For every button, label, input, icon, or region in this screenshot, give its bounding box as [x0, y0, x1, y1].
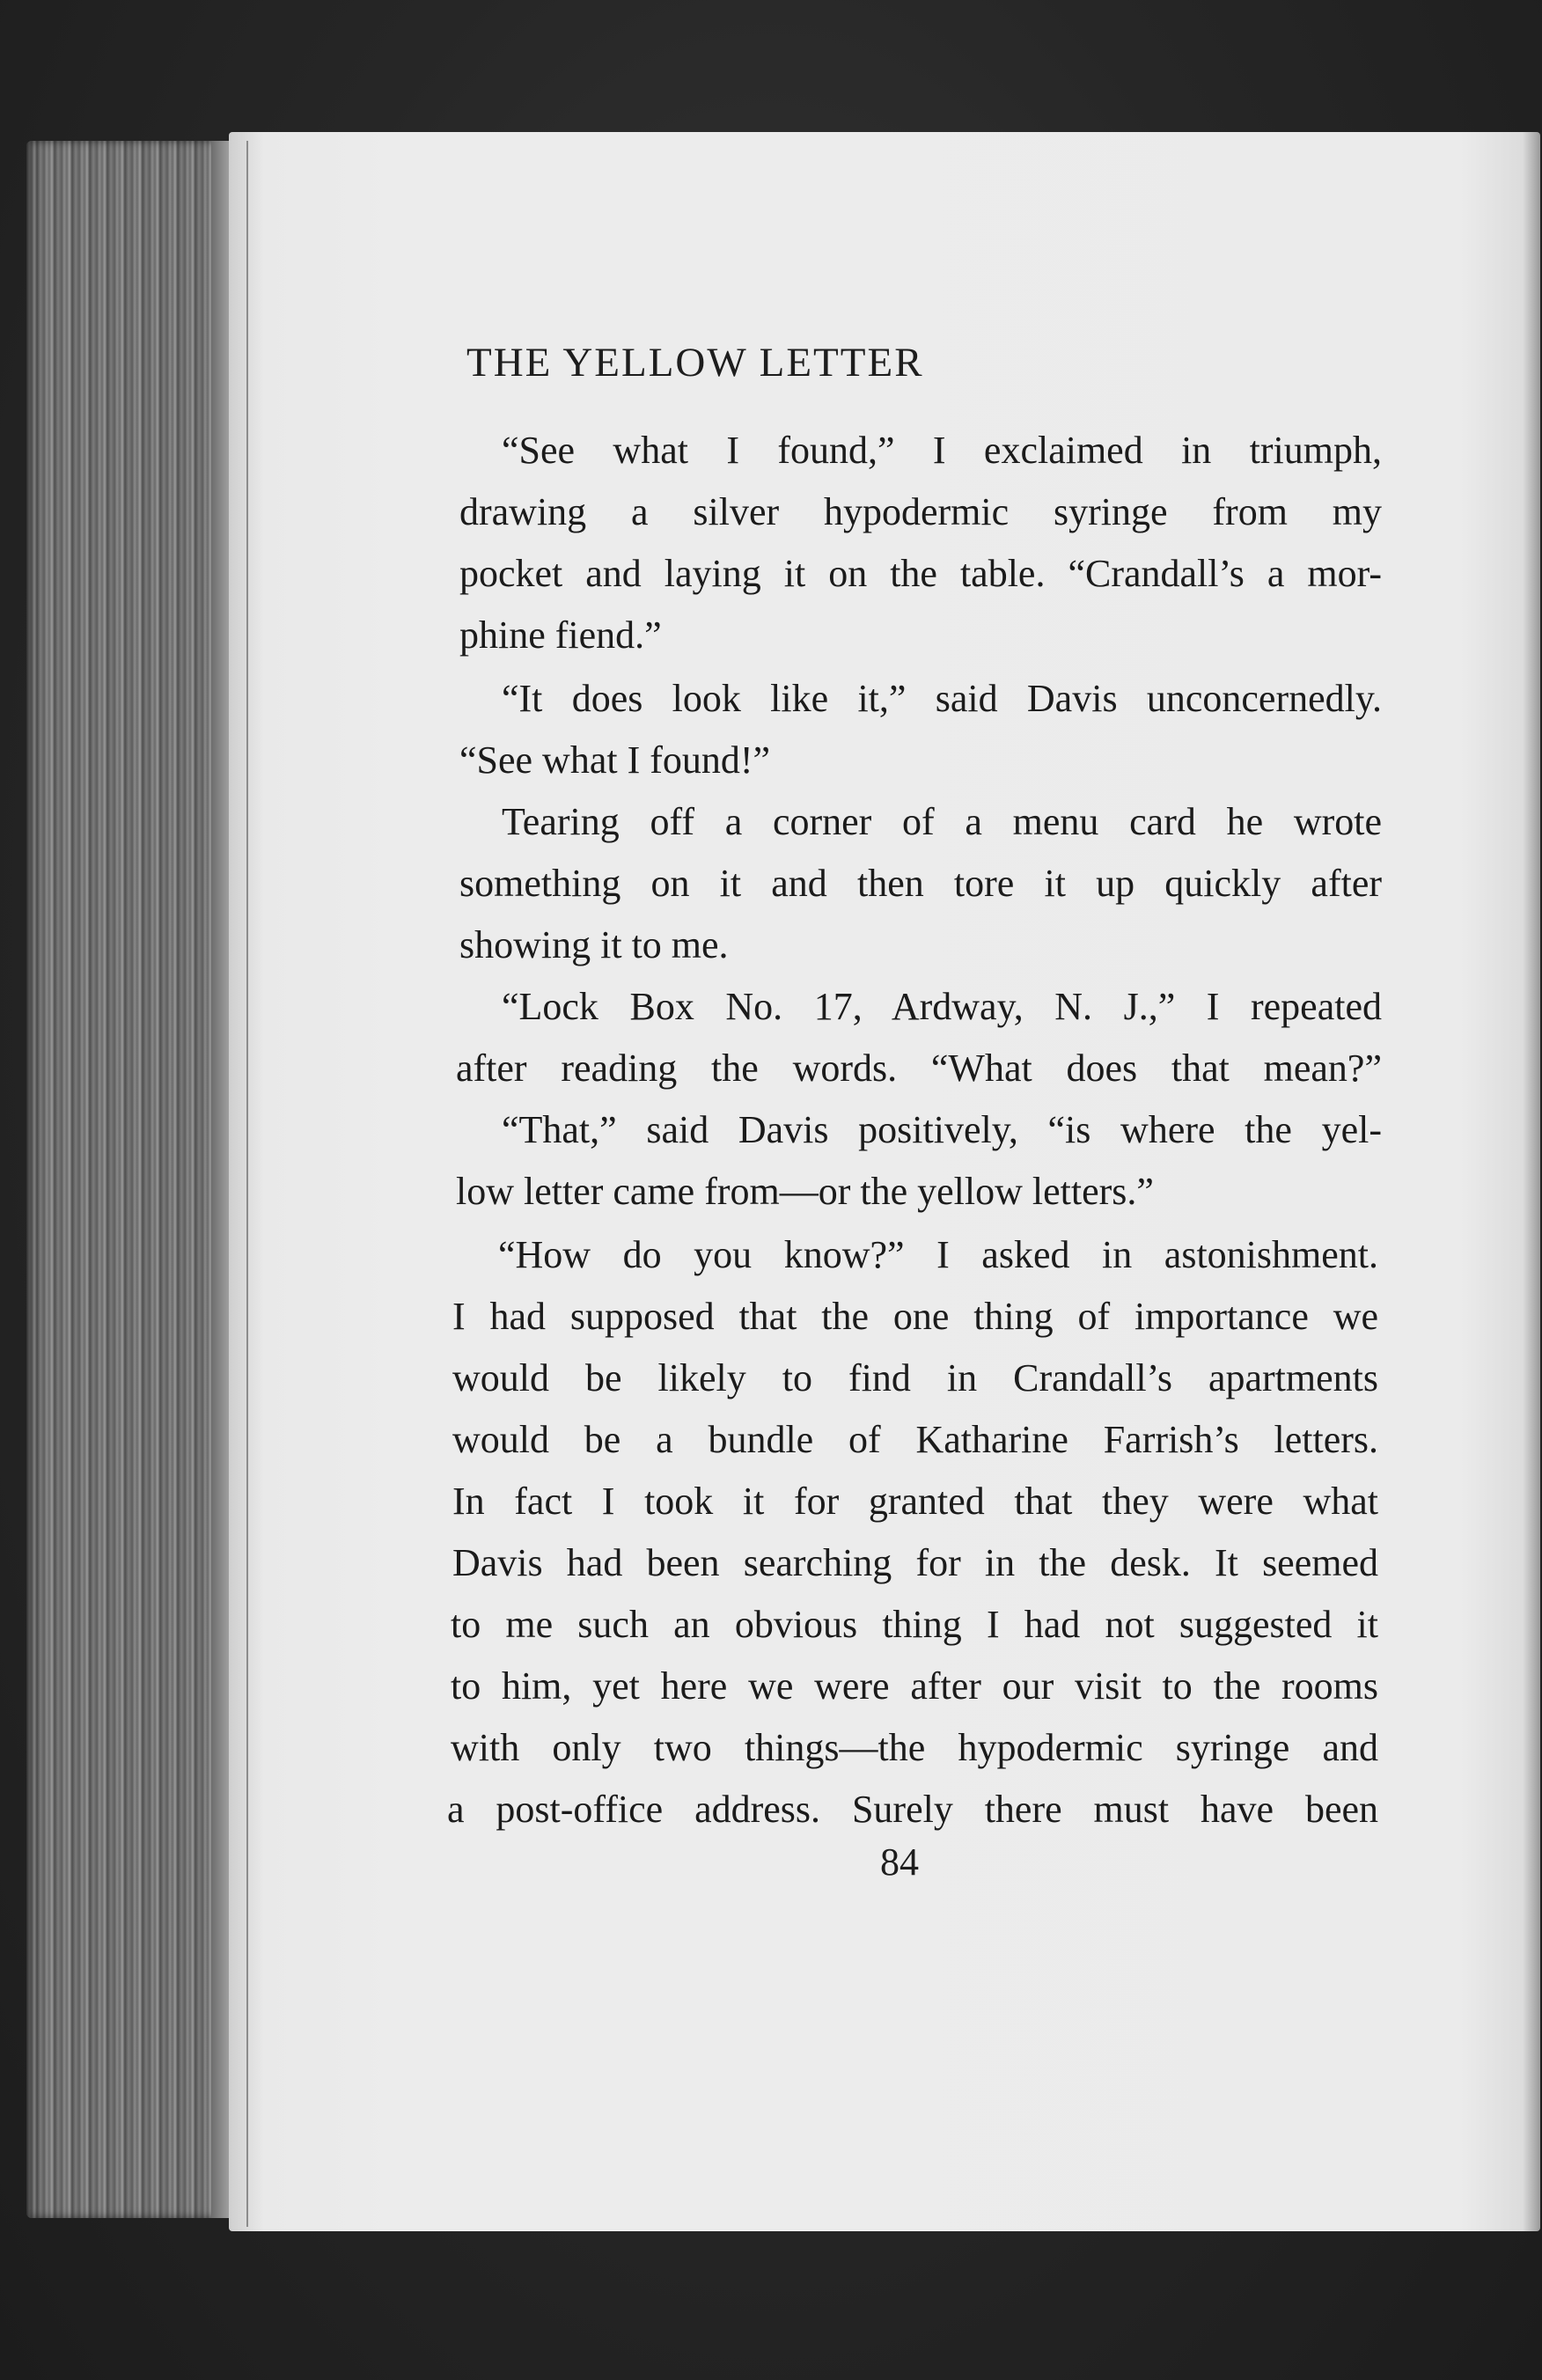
- text-line: after reading the words. “What does that mean?”: [456, 1047, 1382, 1090]
- text-line: with only two things—the hypodermic syringe and: [451, 1726, 1378, 1769]
- page-edges: [26, 141, 246, 2218]
- text-line: Tearing off a corner of a menu card he wrote: [502, 800, 1382, 843]
- text-line: pocket and laying it on the table. “Crandall’s a mor-: [459, 552, 1382, 595]
- text-line: to him, yet here we were after our visit to the rooms: [451, 1664, 1378, 1708]
- page-number: 84: [880, 1840, 919, 1884]
- text-line: Davis had been searching for in the desk. It seemed: [452, 1541, 1378, 1584]
- text-line: I had supposed that the one thing of importance we: [452, 1295, 1378, 1338]
- running-head: THE YELLOW LETTER: [466, 340, 924, 386]
- text-line: phine fiend.”: [459, 613, 662, 657]
- text-line: drawing a silver hypodermic syringe from my: [459, 490, 1382, 533]
- text-line: “See what I found!”: [459, 738, 771, 782]
- text-line: something on it and then tore it up quickly after: [459, 862, 1382, 905]
- text-line: In fact I took it for granted that they were what: [452, 1480, 1378, 1523]
- text-line: to me such an obvious thing I had not suggested it: [451, 1603, 1378, 1646]
- text-line: “How do you know?” I asked in astonishment.: [498, 1233, 1378, 1276]
- text-line: “That,” said Davis positively, “is where the yel-: [502, 1108, 1382, 1151]
- text-line: “See what I found,” I exclaimed in triumph,: [502, 429, 1382, 472]
- text-line: “Lock Box No. 17, Ardway, N. J.,” I repeated: [502, 985, 1382, 1028]
- text-line: “It does look like it,” said Davis unconcernedly.: [502, 677, 1382, 720]
- text-line: showing it to me.: [459, 923, 729, 966]
- page-edge-rule: [246, 141, 248, 2227]
- text-line: would be a bundle of Katharine Farrish’s letters.: [452, 1418, 1378, 1461]
- text-line: would be likely to find in Crandall’s apartments: [452, 1356, 1378, 1399]
- text-line: a post-office address. Surely there must have been: [447, 1788, 1378, 1831]
- text-line: low letter came from—or the yellow letters.”: [456, 1170, 1154, 1213]
